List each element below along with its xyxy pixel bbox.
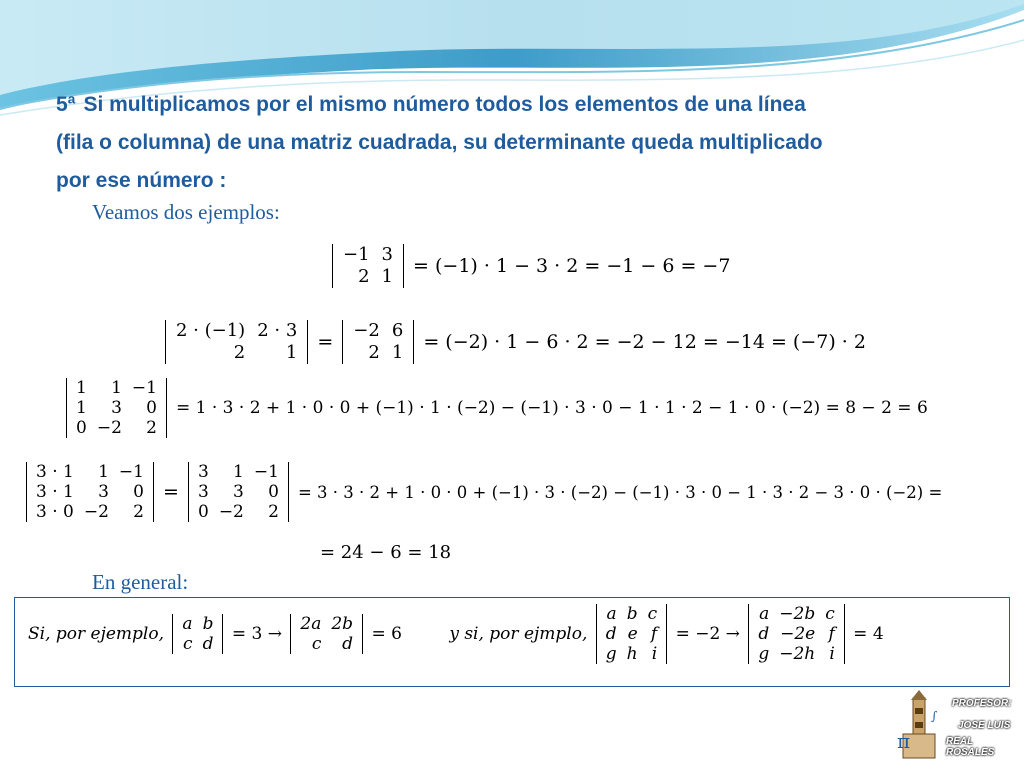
general-right-text: y si, por ejmplo,	[449, 624, 588, 644]
property-statement-line3: por ese número :	[56, 169, 227, 192]
author-name-line2: REAL ROSALES	[946, 736, 995, 758]
example2-scaled-matrix: 3 · 1 1 −1 3 · 1 3 0 3 · 0 −2 2	[26, 462, 154, 522]
svg-text:π: π	[897, 729, 911, 753]
property-number: 5ª	[56, 93, 76, 116]
general-matrix-2x2: a b c d	[172, 614, 223, 654]
general-left-text: Si, por ejemplo,	[28, 624, 165, 644]
property-statement-line1: Si multiplicamos por el mismo número todos los elementos de una línea	[83, 93, 806, 116]
example1-matrix: −1 3 2 1	[332, 244, 404, 288]
example2-scaled-result: = 3 · 3 · 2 + 1 · 0 · 0 + (−1) · 3 · (−2) − (−1) · 3 · 0 − 1 · 3 · 2 − 3 · 0 · (−2) =	[297, 482, 943, 502]
example2-matrix: 1 1 −1 1 3 0 0 −2 2	[66, 378, 167, 438]
general-rule-formula: Si, por ejemplo, a b c d = 3 → 2a 2b c d = 6 y si, por ejmplo, a b c d e f g h i = −2 → a −2b c d −2e f g −2h i = 4	[25, 604, 887, 664]
general-intro: En general:	[92, 570, 189, 594]
general-matrix-2x2-scaled: 2a 2b c d	[290, 614, 363, 654]
author-label: PROFESOR:	[952, 698, 1012, 709]
example1-equation2: 2 · (−1) 2 · 3 2 1 = −2 6 2 1 = (−2) · 1 − 6 · 2 = −2 − 12 = −14 = (−7) · 2	[165, 320, 869, 364]
example1-evaluated-matrix: −2 6 2 1	[342, 320, 414, 364]
general-rule-panel	[14, 597, 1010, 687]
example2-equation2: 3 · 1 1 −1 3 · 1 3 0 3 · 0 −2 2 = 3 1 −1 3 3 0 0 −2 2 = 3 · 3 · 2 + 1 · 0 · 0 + (−1) · 3 · (−2) − (−1) · 3 · 0 − 1 · 3 · 2 − 3 · 0 · (−2) =	[26, 462, 945, 522]
example2-factored-matrix: 3 1 −1 3 3 0 0 −2 2	[188, 462, 289, 522]
example1-result: = (−1) · 1 − 3 · 2 = −1 − 6 = −7	[413, 255, 731, 277]
example2-result: = 1 · 3 · 2 + 1 · 0 · 0 + (−1) · 1 · (−2) − (−1) · 3 · 0 − 1 · 1 · 2 − 1 · 0 · (−2) = 8 − 2 = 6	[176, 398, 928, 418]
example2-equation1	[66, 378, 931, 438]
property-heading	[56, 86, 996, 200]
general-matrix-3x3: a b c d e f g h i	[596, 604, 667, 664]
author-name-line1: JOSE LUIS	[958, 720, 1011, 731]
example2-final-result: = 24 − 6 = 18	[320, 542, 452, 563]
school-tower-logo-icon	[893, 690, 945, 762]
general-matrix-3x3-scaled: a −2b c d −2e f g −2h i	[748, 604, 844, 664]
svg-text:∫: ∫	[931, 709, 938, 723]
property-statement-line2: (fila o columna) de una matriz cuadrada, su determinante queda multiplicado	[56, 131, 823, 154]
examples-intro: Veamos dos ejemplos:	[92, 200, 280, 224]
example1-scaled-result: = (−2) · 1 − 6 · 2 = −2 − 12 = −14 = (−7) · 2	[423, 331, 866, 353]
example1-scaled-matrix: 2 · (−1) 2 · 3 2 1	[165, 320, 308, 364]
example1-equation1	[332, 244, 733, 288]
